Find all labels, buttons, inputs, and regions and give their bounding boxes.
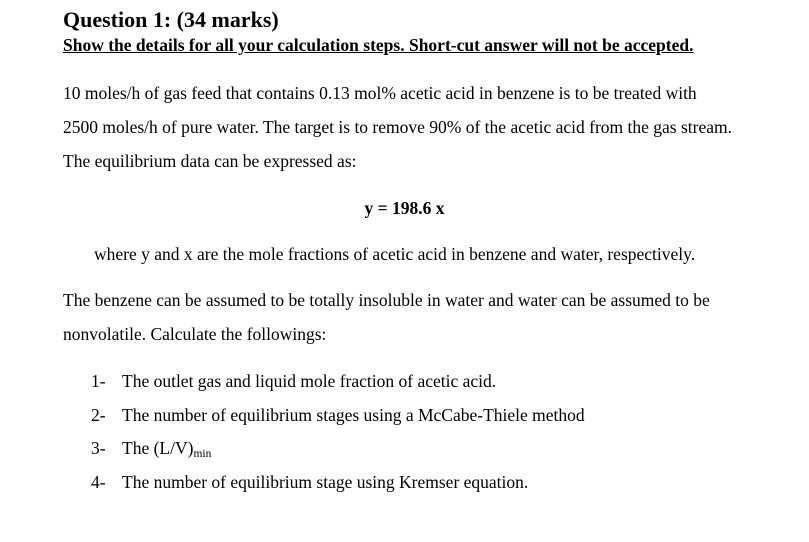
problem-statement [63, 76, 797, 178]
question-title: Question 1: (34 marks) [63, 7, 279, 32]
task-number: 3- [91, 438, 106, 458]
task-item [91, 367, 585, 401]
task-text: The outlet gas and liquid mole fraction of acetic acid. [122, 371, 497, 391]
variable-definition: where y and x are the mole fractions of acetic acid in benzene and water, respectively. [94, 244, 696, 264]
assumption-statement [63, 283, 797, 351]
task-subscript: min [193, 448, 212, 460]
task-list [91, 367, 585, 501]
problem-line-2: 2500 moles/h of pure water. The target is to remove 90% of the acetic acid from the gas stream. [63, 117, 732, 137]
question-instruction: Show the details for all your calculation steps. Short-cut answer will not be accepted. [63, 35, 694, 55]
problem-line-1: 10 moles/h of gas feed that contains 0.13 mol% acetic acid in benzene is to be treated with [63, 83, 697, 103]
assumption-line-2: nonvolatile. Calculate the followings: [63, 324, 327, 344]
task-item [91, 434, 585, 468]
task-text: The number of equilibrium stage using Kremser equation. [122, 471, 529, 492]
task-item [91, 468, 585, 502]
task-number: 4- [91, 471, 106, 492]
problem-line-3: The equilibrium data can be expressed as: [63, 151, 357, 171]
task-number: 2- [91, 404, 106, 425]
task-item [91, 401, 585, 435]
task-text: The (L/V) [122, 438, 194, 458]
assumption-line-1: The benzene can be assumed to be totally insoluble in water and water can be assumed to be [63, 290, 710, 310]
task-text: The number of equilibrium stages using a McCabe-Thiele method [122, 404, 585, 425]
equilibrium-equation: y = 198.6 x [364, 198, 445, 218]
task-number: 1- [91, 371, 106, 391]
